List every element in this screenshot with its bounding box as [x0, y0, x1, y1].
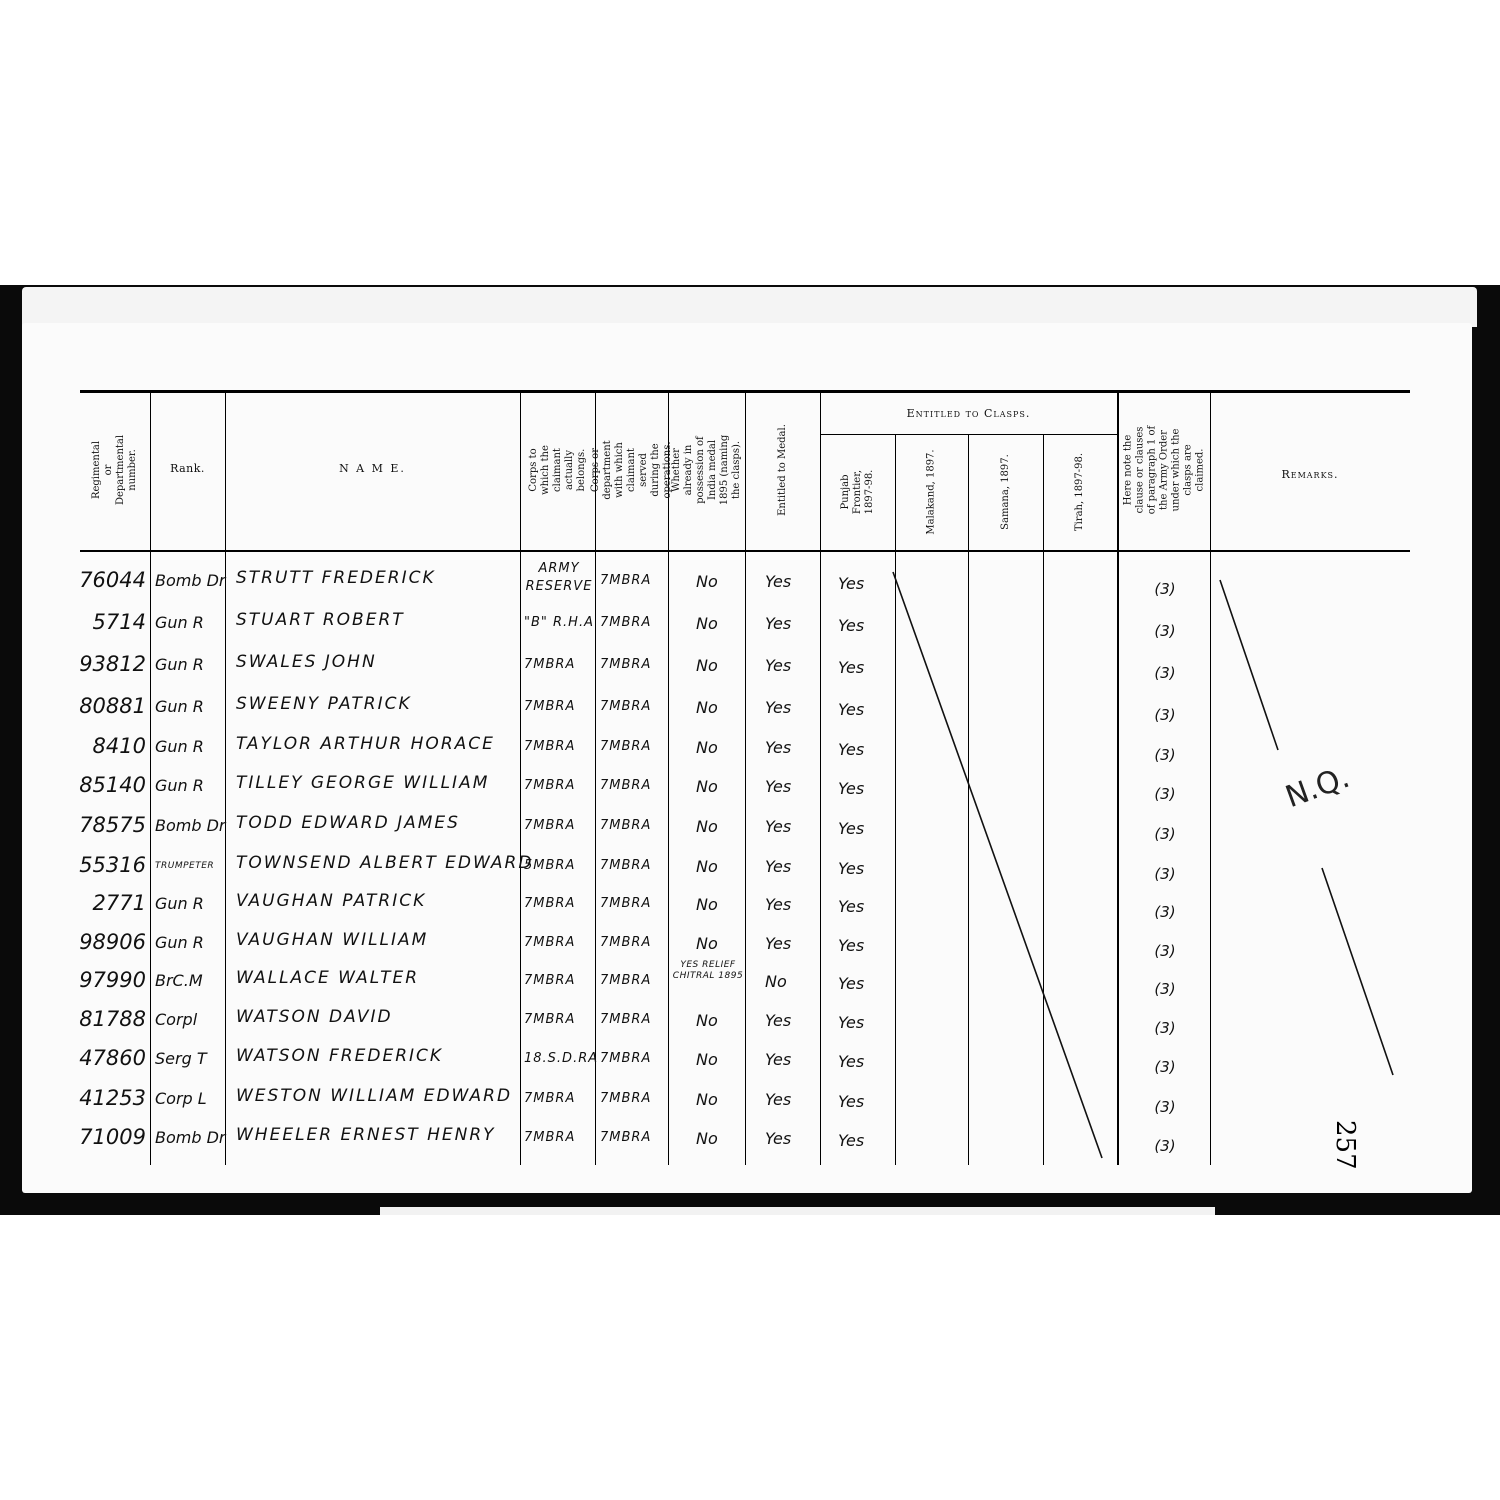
header-regimental-number: Regimental or Departmental number. [91, 434, 139, 506]
india-medal-possession: No [696, 777, 718, 796]
punjab-clasp: Yes [838, 1052, 865, 1071]
india-medal-possession: No [696, 1090, 718, 1109]
corps-served: 7MBRA [600, 935, 652, 950]
punjab-clasp: Yes [838, 574, 865, 593]
rank: Bomb Dr [155, 816, 226, 835]
corps-served: 7MBRA [600, 739, 652, 754]
punjab-clasp: Yes [838, 859, 865, 878]
corps-served: 7MBRA [600, 573, 652, 588]
rank: Gun R [155, 697, 204, 716]
header-corps-belongs: Corps to which the claimant actually belongs. [528, 445, 587, 495]
punjab-clasp: Yes [838, 658, 865, 677]
regimental-number: 47860 [79, 1046, 146, 1070]
india-medal-possession: No [696, 857, 718, 876]
header-clause-note: Here note the clause or clauses of paragraph 1 of the Army Order under which the clasps are claimed. [1122, 425, 1206, 515]
india-medal-possession: No [696, 614, 718, 633]
soldier-name: TILLEY GEORGE WILLIAM [236, 773, 490, 793]
soldier-name: TAYLOR ARTHUR HORACE [236, 734, 495, 754]
rank: Gun R [155, 776, 204, 795]
regimental-number: 85140 [79, 773, 146, 797]
corps-belongs: 7MBRA [524, 1012, 576, 1027]
india-medal-possession: No [696, 1011, 718, 1030]
clasp-strike-line [893, 572, 1102, 1158]
soldier-name: WATSON FREDERICK [236, 1046, 444, 1066]
corps-served: 7MBRA [600, 1091, 652, 1106]
corps-served: 7MBRA [600, 1130, 652, 1145]
soldier-name: STUART ROBERT [236, 610, 405, 630]
rank: Corpl [155, 1010, 198, 1029]
entitled-medal: Yes [765, 895, 792, 914]
header-tirah: Tirah, 1897-98. [1074, 452, 1086, 532]
clause-reference: (3) [1154, 1098, 1176, 1116]
clause-reference: (3) [1154, 1058, 1176, 1076]
india-medal-possession: No [696, 1129, 718, 1148]
entitled-medal: Yes [765, 698, 792, 717]
clause-reference: (3) [1154, 942, 1176, 960]
regimental-number: 76044 [79, 568, 146, 592]
entitled-medal: Yes [765, 857, 792, 876]
punjab-clasp: Yes [838, 616, 865, 635]
clause-reference: (3) [1154, 980, 1176, 998]
punjab-clasp: Yes [838, 819, 865, 838]
header-malakand: Malakand, 1897. [926, 449, 937, 535]
clause-reference: (3) [1154, 622, 1176, 640]
punjab-clasp: Yes [838, 936, 865, 955]
regimental-number: 55316 [79, 853, 146, 877]
rank: Bomb Dr [155, 1128, 226, 1147]
india-medal-possession: No [696, 817, 718, 836]
clause-reference: (3) [1154, 746, 1176, 764]
corps-served: 7MBRA [600, 973, 652, 988]
rank: Corp L [155, 1089, 207, 1108]
entitled-medal: Yes [765, 572, 792, 591]
corps-belongs: 7MBRA [524, 778, 576, 793]
corps-served: 7MBRA [600, 657, 652, 672]
corps-belongs: 18.S.D.RA [524, 1051, 599, 1066]
india-medal-possession: No [696, 656, 718, 675]
corps-belongs: 7MBRA [524, 699, 576, 714]
clause-reference: (3) [1154, 706, 1176, 724]
rank: TRUMPETER [155, 861, 215, 871]
india-medal-possession: YES RELIEF CHITRAL 1895 [672, 960, 744, 981]
punjab-clasp: Yes [838, 1092, 865, 1111]
corps-served: 7MBRA [600, 858, 652, 873]
entitled-medal: No [765, 972, 787, 991]
entitled-medal: Yes [765, 1050, 792, 1069]
clause-reference: (3) [1154, 903, 1176, 921]
india-medal-possession: No [696, 1050, 718, 1069]
punjab-clasp: Yes [838, 1013, 865, 1032]
entitled-medal: Yes [765, 1129, 792, 1148]
header-already-possession: Whether already in possession of India medal 1895 (naming the clasps). [671, 434, 742, 506]
rank: Gun R [155, 737, 204, 756]
rank: Gun R [155, 933, 204, 952]
soldier-name: TOWNSEND ALBERT EDWARD [236, 853, 534, 873]
punjab-clasp: Yes [838, 1131, 865, 1150]
regimental-number: 93812 [79, 652, 146, 676]
corps-belongs: 7MBRA [524, 1130, 576, 1145]
soldier-name: WESTON WILLIAM EDWARD [236, 1086, 513, 1106]
corps-served: 7MBRA [600, 778, 652, 793]
rank: BrC.M [155, 971, 203, 990]
corps-served: 7MBRA [600, 699, 652, 714]
corps-belongs: "B" R.H.A [524, 615, 594, 630]
remarks-strike-line-lower [1322, 868, 1393, 1075]
soldier-name: WALLACE WALTER [236, 968, 420, 988]
soldier-name: VAUGHAN WILLIAM [236, 930, 429, 950]
soldier-name: SWALES JOHN [236, 652, 377, 672]
corps-belongs: 7MBRA [524, 818, 576, 833]
punjab-clasp: Yes [838, 897, 865, 916]
header-name: N A M E. [339, 462, 406, 475]
corps-belongs: 7MBRA [524, 739, 576, 754]
entitled-medal: Yes [765, 656, 792, 675]
clause-reference: (3) [1154, 825, 1176, 843]
clause-reference: (3) [1154, 865, 1176, 883]
soldier-name: TODD EDWARD JAMES [236, 813, 460, 833]
india-medal-possession: No [696, 698, 718, 717]
soldier-name: VAUGHAN PATRICK [236, 891, 427, 911]
regimental-number: 80881 [79, 694, 146, 718]
corps-belongs: 7MBRA [524, 973, 576, 988]
clause-reference: (3) [1154, 1137, 1176, 1155]
entitled-medal: Yes [765, 777, 792, 796]
entitled-medal: Yes [765, 738, 792, 757]
regimental-number: 5714 [92, 610, 146, 634]
regimental-number: 8410 [92, 734, 146, 758]
india-medal-possession: No [696, 572, 718, 591]
soldier-name: WHEELER ERNEST HENRY [236, 1125, 496, 1145]
entitled-medal: Yes [765, 934, 792, 953]
india-medal-possession: No [696, 738, 718, 757]
clause-reference: (3) [1154, 1019, 1176, 1037]
header-remarks: Remarks. [1281, 468, 1339, 481]
remarks-strike-line-upper [1220, 580, 1278, 750]
entitled-medal: Yes [765, 1011, 792, 1030]
clause-reference: (3) [1154, 785, 1176, 803]
clause-reference: (3) [1154, 664, 1176, 682]
clause-reference: (3) [1154, 580, 1176, 598]
entitled-medal: Yes [765, 1090, 792, 1109]
soldier-name: STRUTT FREDERICK [236, 568, 436, 588]
corps-served: 7MBRA [600, 1051, 652, 1066]
remarks-mark: N.Q. [1280, 759, 1355, 816]
corps-belongs: 5MBRA [524, 858, 576, 873]
entitled-medal: Yes [765, 614, 792, 633]
regimental-number: 71009 [79, 1125, 146, 1149]
rank: Bomb Dr [155, 571, 226, 590]
soldier-name: SWEENY PATRICK [236, 694, 412, 714]
india-medal-possession: No [696, 895, 718, 914]
header-samana: Samana, 1897. [1000, 454, 1011, 530]
punjab-clasp: Yes [838, 740, 865, 759]
regimental-number: 81788 [79, 1007, 146, 1031]
corps-served: 7MBRA [600, 615, 652, 630]
header-entitled-clasps: Entitled to Clasps. [906, 407, 1031, 420]
header-rank: Rank. [170, 462, 205, 475]
header-punjab: Punjab Frontier, 1897-98. [840, 469, 875, 515]
regimental-number: 78575 [79, 813, 146, 837]
india-medal-possession: No [696, 934, 718, 953]
page-number: 257 [1330, 1120, 1360, 1170]
regimental-number: 41253 [79, 1086, 146, 1110]
punjab-clasp: Yes [838, 974, 865, 993]
entitled-medal: Yes [765, 817, 792, 836]
regimental-number: 98906 [79, 930, 146, 954]
regimental-number: 97990 [79, 968, 146, 992]
punjab-clasp: Yes [838, 779, 865, 798]
regimental-number: 2771 [92, 891, 146, 915]
header-corps-served: Corps or department with which claimant served during the operations. [590, 440, 673, 500]
corps-served: 7MBRA [600, 818, 652, 833]
rank: Gun R [155, 655, 204, 674]
rank: Serg T [155, 1049, 207, 1068]
corps-belongs: ARMY RESERVE [525, 561, 593, 594]
corps-belongs: 7MBRA [524, 1091, 576, 1106]
soldier-name: WATSON DAVID [236, 1007, 393, 1027]
corps-belongs: 7MBRA [524, 896, 576, 911]
corps-belongs: 7MBRA [524, 935, 576, 950]
punjab-clasp: Yes [838, 700, 865, 719]
corps-served: 7MBRA [600, 1012, 652, 1027]
corps-belongs: 7MBRA [524, 657, 576, 672]
rank: Gun R [155, 894, 204, 913]
header-entitled-medal: Entitled to Medal. [777, 424, 789, 516]
rank: Gun R [155, 613, 204, 632]
corps-served: 7MBRA [600, 896, 652, 911]
